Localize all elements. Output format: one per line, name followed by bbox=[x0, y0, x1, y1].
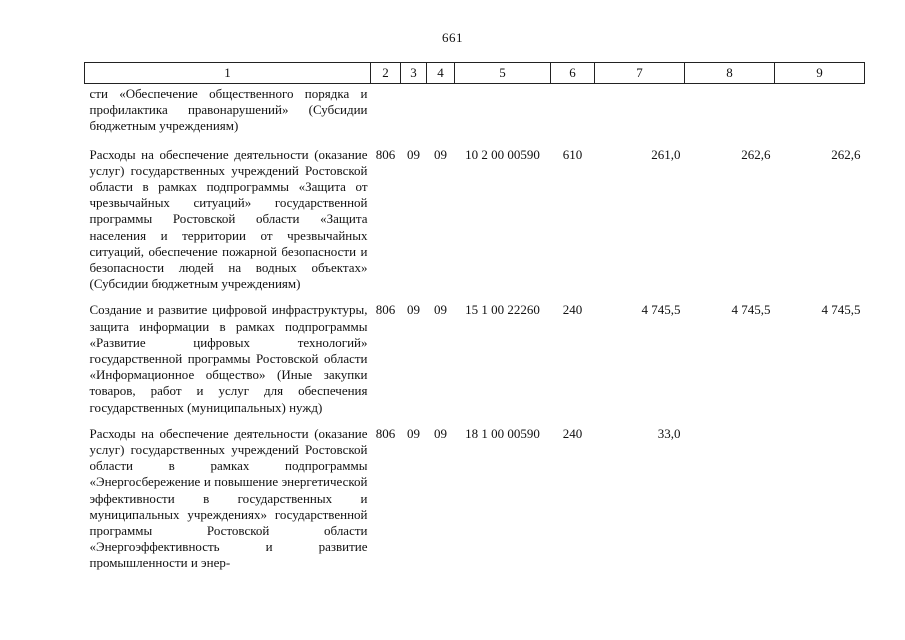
row-value-year2 bbox=[685, 84, 775, 147]
row-value-year1: 261,0 bbox=[651, 146, 681, 162]
table-row bbox=[85, 426, 865, 582]
row-csr: 10 2 00 00590 bbox=[465, 146, 540, 162]
row-value-year3 bbox=[775, 84, 865, 147]
column-header-6: 6 bbox=[551, 63, 595, 84]
row-value-year1: 33,0 bbox=[657, 425, 681, 441]
row-vr: 240 bbox=[562, 425, 583, 441]
row-value-year2: 4 745,5 bbox=[731, 302, 771, 318]
row-rz: 09 bbox=[407, 302, 420, 318]
row-rz: 09 bbox=[407, 146, 420, 162]
row-rz: 09 bbox=[407, 425, 420, 441]
row-value-year2 bbox=[685, 426, 775, 582]
table-row bbox=[85, 84, 865, 147]
row-pr: 09 bbox=[434, 302, 447, 318]
row-pr: 09 bbox=[434, 425, 447, 441]
column-header-9: 9 bbox=[775, 63, 865, 84]
row-value-year1 bbox=[595, 84, 685, 147]
row-gr: 806 bbox=[375, 146, 396, 162]
column-header-2: 2 bbox=[371, 63, 401, 84]
row-pr: 09 bbox=[434, 146, 447, 162]
column-header-4: 4 bbox=[427, 63, 455, 84]
row-vr bbox=[551, 84, 595, 147]
column-header-8: 8 bbox=[685, 63, 775, 84]
row-description: Расходы на обеспечение деятельности (оказание услуг) государственных учреждений Ростовской области в рамках подпрограммы «Защита от чрезвычайных ситуаций» государственной программы Ростовской области «Защита населения и территории от чрезвычайных ситуаций, обеспечение пожарной безопасности и безопасности людей на водных объектах» (Субсидии бюджетным учреждениям) bbox=[89, 146, 368, 292]
column-header-1: 1 bbox=[85, 63, 371, 84]
row-vr: 610 bbox=[562, 146, 583, 162]
row-description: Создание и развитие цифровой инфраструктуры, защита информации в рамках подпрограммы «Развитие цифровых технологий» государственной программы Ростовской области «Информационное общество» (Иные закупки товаров, работ и услуг для обеспечения государственных (муниципальных) нужд) bbox=[89, 302, 368, 415]
column-header-3: 3 bbox=[401, 63, 427, 84]
row-csr: 15 1 00 22260 bbox=[465, 302, 540, 318]
row-value-year3: 4 745,5 bbox=[821, 302, 861, 318]
row-value-year3 bbox=[775, 426, 865, 582]
row-csr: 18 1 00 00590 bbox=[465, 425, 540, 441]
row-gr: 806 bbox=[375, 425, 396, 441]
row-rz bbox=[401, 84, 427, 147]
row-gr: 806 bbox=[375, 302, 396, 318]
row-value-year1: 4 745,5 bbox=[641, 302, 681, 318]
page-number: 661 bbox=[442, 30, 463, 45]
row-gr bbox=[371, 84, 401, 147]
column-header-5: 5 bbox=[455, 63, 551, 84]
row-csr bbox=[455, 84, 551, 147]
budget-table bbox=[84, 62, 865, 582]
row-description: Расходы на обеспечение деятельности (оказание услуг) государственных учреждений Ростовской области в рамках подпрограммы «Энергосбережение и повышение энергетической эффективности в государственных и муниципальных учреждениях» государственной программы Ростовской области «Энергоэффективность и развитие промышленности и энер- bbox=[89, 425, 368, 571]
table-row bbox=[85, 302, 865, 425]
table-row bbox=[85, 147, 865, 303]
row-vr: 240 bbox=[562, 302, 583, 318]
row-pr bbox=[427, 84, 455, 147]
row-value-year3: 262,6 bbox=[831, 146, 861, 162]
column-header-7: 7 bbox=[595, 63, 685, 84]
row-value-year2: 262,6 bbox=[741, 146, 771, 162]
row-description: сти «Обеспечение общественного порядка и профилактика правонарушений» (Субсидии бюджетным учреждениям) bbox=[89, 86, 368, 134]
header-row bbox=[85, 63, 865, 84]
